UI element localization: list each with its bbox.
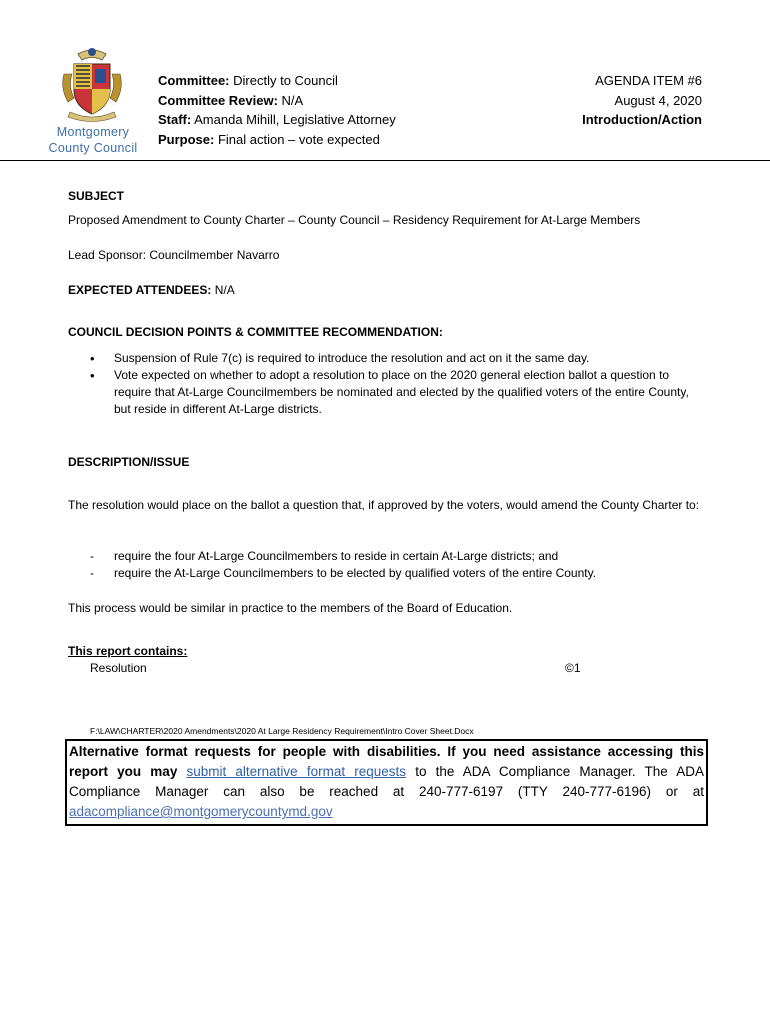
committee-label: Committee:: [158, 73, 230, 88]
staff-line: [158, 110, 396, 130]
expected-attendees: [68, 282, 235, 299]
accessibility-bold-text: Alternative format requests for people with disabilities. If you need assistance accessing this report you may: [69, 744, 704, 779]
header-divider: [0, 160, 770, 161]
review-label: Committee Review:: [158, 92, 278, 108]
list-item: - require the four At-Large Councilmembers to reside in certain At-Large districts; and: [68, 548, 704, 565]
county-seal-icon: [56, 44, 128, 124]
review-value: N/A: [281, 92, 304, 108]
committee-value: Directly to Council: [233, 73, 338, 88]
agenda-block: [582, 71, 702, 130]
description-intro: The resolution would place on the ballot a question that, if approved by the voters, would amend the County Charter to:: [68, 498, 700, 512]
list-item: - require the At-Large Councilmembers to be elected by qualified voters of the entire County.: [68, 565, 704, 582]
staff-value: Amanda Mihill, Legislative Attorney: [194, 112, 396, 127]
subject-heading: SUBJECT: [68, 189, 125, 203]
alternative-format-link[interactable]: submit alternative format requests: [186, 764, 407, 779]
org-name-line2: County Council: [48, 141, 138, 155]
accessibility-text: to the ADA Compliance Manager. The ADA Compliance Manager can also be reached at 240-777-6197 (TTY 240-777-6196) or at: [69, 764, 704, 799]
agenda-date: August 4, 2020: [614, 92, 702, 108]
description-list: [68, 548, 704, 582]
committee-line: [158, 71, 396, 91]
subject-text: Proposed Amendment to County Charter – County Council – Residency Requirement for At-Large Members: [68, 213, 641, 227]
purpose-line: [158, 130, 396, 150]
purpose-label: Purpose:: [158, 131, 215, 147]
list-item: • Suspension of Rule 7(c) is required to introduce the resolution and act on it the same day.: [68, 350, 704, 367]
report-page-ref: ©1: [565, 661, 581, 675]
agenda-type: Introduction/Action: [582, 112, 702, 127]
accessibility-notice: [65, 739, 708, 826]
staff-label: Staff:: [158, 112, 192, 127]
description-closing: This process would be similar in practice to the members of the Board of Education.: [68, 601, 513, 615]
agenda-item: AGENDA ITEM #6: [595, 73, 702, 88]
attendees-label: EXPECTED ATTENDEES:: [68, 283, 212, 297]
ada-email-link[interactable]: adacompliance@montgomerycountymd.gov: [69, 804, 333, 819]
report-item: Resolution: [90, 661, 147, 675]
meta-block: [158, 71, 396, 149]
lead-sponsor: Lead Sponsor: Councilmember Navarro: [68, 248, 280, 262]
review-line: [158, 91, 396, 111]
org-name: [40, 124, 146, 156]
file-path: F:\LAW\CHARTER\2020 Amendments\2020 At Large Residency Requirement\Intro Cover Sheet.Docx: [90, 726, 474, 736]
county-seal: [56, 44, 128, 124]
purpose-value: Final action – vote expected: [217, 131, 380, 147]
attendees-value: N/A: [214, 283, 235, 297]
list-item: • Vote expected on whether to adopt a resolution to place on the 2020 general election ballot a question to require that At-Large Councilmembers be nominated and elected by the qualified voters of the entire County, but reside in different At-Large districts.: [68, 367, 704, 418]
org-name-line1: Montgomery: [56, 125, 130, 139]
report-heading: This report contains:: [68, 644, 188, 658]
decision-heading: COUNCIL DECISION POINTS & COMMITTEE RECOMMENDATION:: [68, 325, 443, 339]
description-heading: DESCRIPTION/ISSUE: [68, 455, 190, 469]
decision-list: [68, 350, 704, 418]
